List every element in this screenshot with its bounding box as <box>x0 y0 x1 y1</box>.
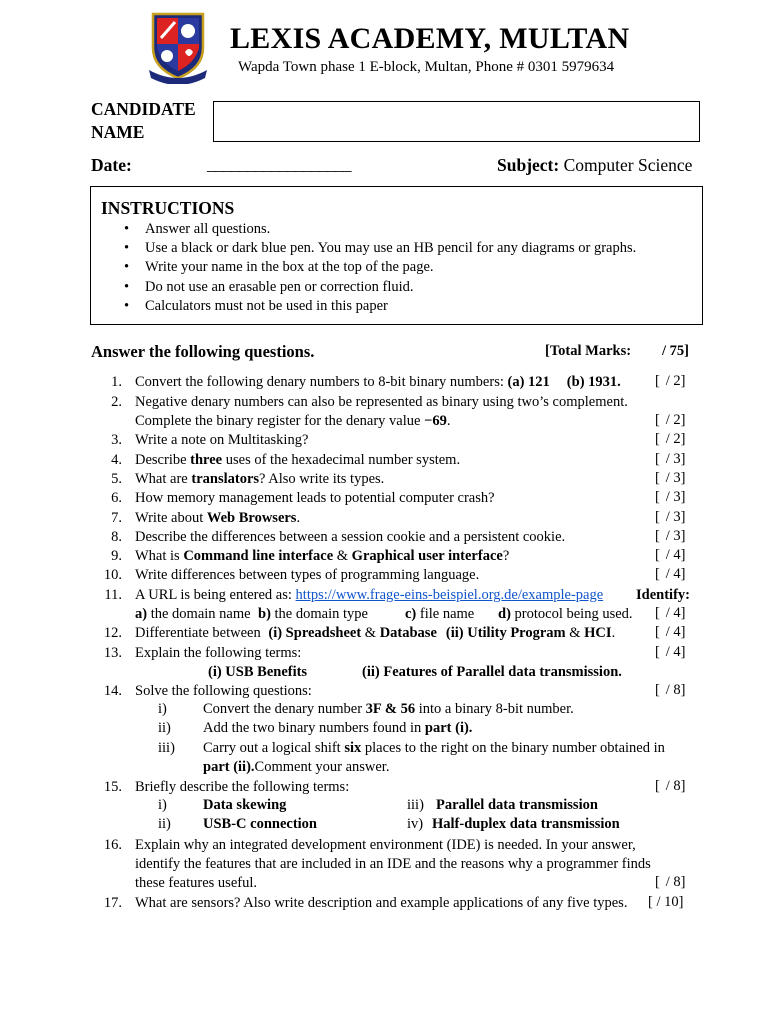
question-text: Add the two binary numbers found in <box>203 720 425 736</box>
question-13-marks: [ / 4] <box>655 644 686 660</box>
candidate-name-box[interactable] <box>213 101 700 142</box>
item-label: a) <box>135 606 148 622</box>
question-text: & <box>333 548 352 564</box>
sub-question-label: iii) <box>158 740 175 756</box>
question-bold: Command line interface <box>183 548 334 564</box>
question-text: What are sensors? Also write description and example applications of any five types. <box>135 895 628 911</box>
question-number: 7. <box>111 510 122 526</box>
question-bold: 3F & 56 <box>365 701 416 717</box>
marks-value: / 4] <box>665 566 686 582</box>
term-label: iii) <box>407 797 424 813</box>
question-14-marks: [ / 8] <box>655 682 686 698</box>
term: Half-duplex data transmission <box>432 816 620 832</box>
school-name: LEXIS ACADEMY, MULTAN <box>230 22 630 55</box>
question-bold: (ii) Features of Parallel data transmission. <box>362 664 622 680</box>
question-bold: (b) 1931. <box>566 374 621 390</box>
marks-value: / 4] <box>665 547 686 563</box>
question-bold: Graphical user interface <box>351 548 503 564</box>
question-text: What is <box>135 548 184 564</box>
question-number: 11. <box>104 587 122 603</box>
question-text: & <box>565 625 585 641</box>
question-text: Briefly describe the following terms: <box>135 779 350 795</box>
item-label: d) <box>498 606 511 622</box>
question-11-marks: [ / 4] <box>655 605 686 621</box>
question-bold: six <box>344 740 362 756</box>
item-label: c) <box>405 606 417 622</box>
instructions-title: INSTRUCTIONS <box>101 198 235 218</box>
marks-value: / 8] <box>665 682 686 698</box>
question-15-marks: [ / 8] <box>655 778 686 794</box>
instruction-item: • Write your name in the box at the top of the page. <box>145 258 636 277</box>
question-8-marks: [ / 3] <box>655 528 686 544</box>
marks-value: / 10] <box>656 894 684 910</box>
question-bold: (a) 121 <box>507 374 550 390</box>
question-text: places to the right on the binary number obtained in <box>361 740 665 756</box>
sub-question <box>203 740 665 757</box>
question-text: A URL is being entered as: <box>135 587 296 603</box>
instruction-item: • Calculators must not be used in this paper <box>145 297 636 316</box>
item-text: protocol being used. <box>510 606 633 622</box>
question-text: Convert the following denary numbers to 8-bit binary numbers: <box>135 374 508 390</box>
question-text: ? <box>502 548 510 564</box>
sub-question-label: ii) <box>158 720 171 736</box>
question-bold: part (ii). <box>203 759 255 775</box>
total-marks-label: [Total Marks: <box>545 343 632 359</box>
subject-value: Computer Science <box>563 155 693 175</box>
total-marks <box>545 343 689 360</box>
question-number: 5. <box>111 471 122 487</box>
question-text: . <box>446 413 451 429</box>
item-text: the domain type <box>270 606 368 622</box>
question-text: uses of the hexadecimal number system. <box>222 452 461 468</box>
question-text: Differentiate between <box>135 625 265 641</box>
school-address: Wapda Town phase 1 E-block, Multan, Phone # 0301 5979634 <box>238 59 615 75</box>
question-number: 10. <box>103 567 122 583</box>
question-text: Negative denary numbers can also be represented as binary using two’s complement. <box>135 394 628 410</box>
term-label: iv) <box>407 816 424 832</box>
question-number: 4. <box>111 452 122 468</box>
question-bold: (i) Spreadsheet <box>268 625 362 641</box>
question-bold: translators <box>191 471 260 487</box>
question-text: Write differences between types of programming language. <box>135 567 480 583</box>
sub-question-label: i) <box>158 701 167 717</box>
term: USB-C connection <box>203 816 317 832</box>
question-number: 9. <box>111 548 122 564</box>
question-bold: three <box>190 452 223 468</box>
question-number: 8. <box>111 529 122 545</box>
marks-value: / 3] <box>665 509 686 525</box>
question-3-marks: [ / 2] <box>655 431 686 447</box>
school-crest-logo <box>147 8 209 84</box>
question-1-marks: [ / 2] <box>655 373 686 389</box>
term-label: i) <box>158 797 167 813</box>
question-number: 2. <box>111 394 122 410</box>
question-text: What are <box>135 471 192 487</box>
subject-label: Subject: <box>497 155 560 175</box>
question-number: 12. <box>103 625 122 641</box>
question-bold: (i) USB Benefits <box>208 664 308 680</box>
question-number: 3. <box>111 432 122 448</box>
item-text: the domain name <box>147 606 251 622</box>
question-text: Write a note on Multitasking? <box>135 432 309 448</box>
question-text: Describe <box>135 452 191 468</box>
question-12-marks: [ / 4] <box>655 624 686 640</box>
question-16-marks: [ / 8] <box>655 874 686 890</box>
question-text: & <box>361 625 380 641</box>
question-9-marks: [ / 4] <box>655 547 686 563</box>
item-text: file name <box>416 606 475 622</box>
instruction-item: • Do not use an erasable pen or correction fluid. <box>145 278 636 297</box>
question-text: Convert the denary number <box>203 701 366 717</box>
instructions-list <box>145 220 636 316</box>
question-bold: Identify: <box>636 587 690 603</box>
question-6-marks: [ / 3] <box>655 489 686 505</box>
question-text: ? Also write its types. <box>259 471 385 487</box>
question-text: Explain why an integrated development environment (IDE) is needed. In your answer, <box>135 837 636 853</box>
question-text: into a binary 8-bit number. <box>415 701 574 717</box>
question-text: Comment your answer. <box>254 759 390 775</box>
question-text: Explain the following terms: <box>135 645 302 661</box>
question-text: Solve the following questions: <box>135 683 312 699</box>
marks-value: / 3] <box>665 451 686 467</box>
marks-value: / 2] <box>665 431 686 447</box>
question-text: . <box>611 625 616 641</box>
question-number: 17. <box>103 895 122 911</box>
marks-value: / 8] <box>665 874 686 890</box>
question-17-marks: [ / 10] <box>648 894 684 910</box>
term-label: ii) <box>158 816 171 832</box>
question-2-marks: [ / 2] <box>655 412 686 428</box>
question-number: 1. <box>111 374 122 390</box>
question-bold: (ii) Utility Program <box>445 625 566 641</box>
question-number: 16. <box>103 837 122 853</box>
subject <box>497 155 692 176</box>
question-bold: Database <box>379 625 437 641</box>
candidate-name-label: CANDIDATE NAME <box>91 99 196 142</box>
example-url-link[interactable]: https://www.frage-eins-beispiel.org.de/example-page <box>295 587 604 603</box>
total-marks-value: / 75] <box>662 343 689 359</box>
marks-value: / 3] <box>665 489 686 505</box>
question-bold: part (i). <box>424 720 473 736</box>
question-bold: −69 <box>424 413 447 429</box>
term: Data skewing <box>203 797 287 813</box>
question-number: 6. <box>111 490 122 506</box>
instructions-box <box>90 186 703 325</box>
question-text: How memory management leads to potential computer crash? <box>135 490 495 506</box>
question-number: 13. <box>103 645 122 661</box>
sub-question <box>203 759 389 776</box>
question-4-marks: [ / 3] <box>655 451 686 467</box>
question-bold: Web Browsers <box>206 510 297 526</box>
marks-value: / 4] <box>665 605 686 621</box>
question-text: Complete the binary register for the denary value <box>135 413 425 429</box>
question-text: Carry out a logical shift <box>203 740 345 756</box>
marks-value: / 4] <box>665 624 686 640</box>
question-7-marks: [ / 3] <box>655 509 686 525</box>
question-text: identify the features that are included in an IDE and the reasons why a programmer finds <box>135 856 651 872</box>
instruction-item: • Use a black or dark blue pen. You may use an HB pencil for any diagrams or graphs. <box>145 239 636 258</box>
marks-value: / 3] <box>665 470 686 486</box>
marks-value: / 2] <box>665 412 686 428</box>
date-label: Date: <box>91 155 132 175</box>
marks-value: / 3] <box>665 528 686 544</box>
marks-value: / 8] <box>665 778 686 794</box>
question-text: . <box>296 510 301 526</box>
question-5-marks: [ / 3] <box>655 470 686 486</box>
marks-value: / 2] <box>665 373 686 389</box>
item-label: b) <box>258 606 271 622</box>
question-text: these features useful. <box>135 875 257 891</box>
question-text: Describe the differences between a session cookie and a persistent cookie. <box>135 529 566 545</box>
date-blank[interactable]: __________________ <box>207 155 351 174</box>
section-heading: Answer the following questions. <box>91 342 315 361</box>
question-bold: HCI <box>584 625 612 641</box>
sub-question <box>203 720 472 737</box>
marks-value: / 4] <box>665 644 686 660</box>
question-10-marks: [ / 4] <box>655 566 686 582</box>
sub-question <box>203 701 574 718</box>
question-text: Write about <box>135 510 207 526</box>
question-number: 15. <box>103 779 122 795</box>
term: Parallel data transmission <box>436 797 598 813</box>
instruction-item: • Answer all questions. <box>145 220 636 239</box>
question-number: 14. <box>103 683 122 699</box>
